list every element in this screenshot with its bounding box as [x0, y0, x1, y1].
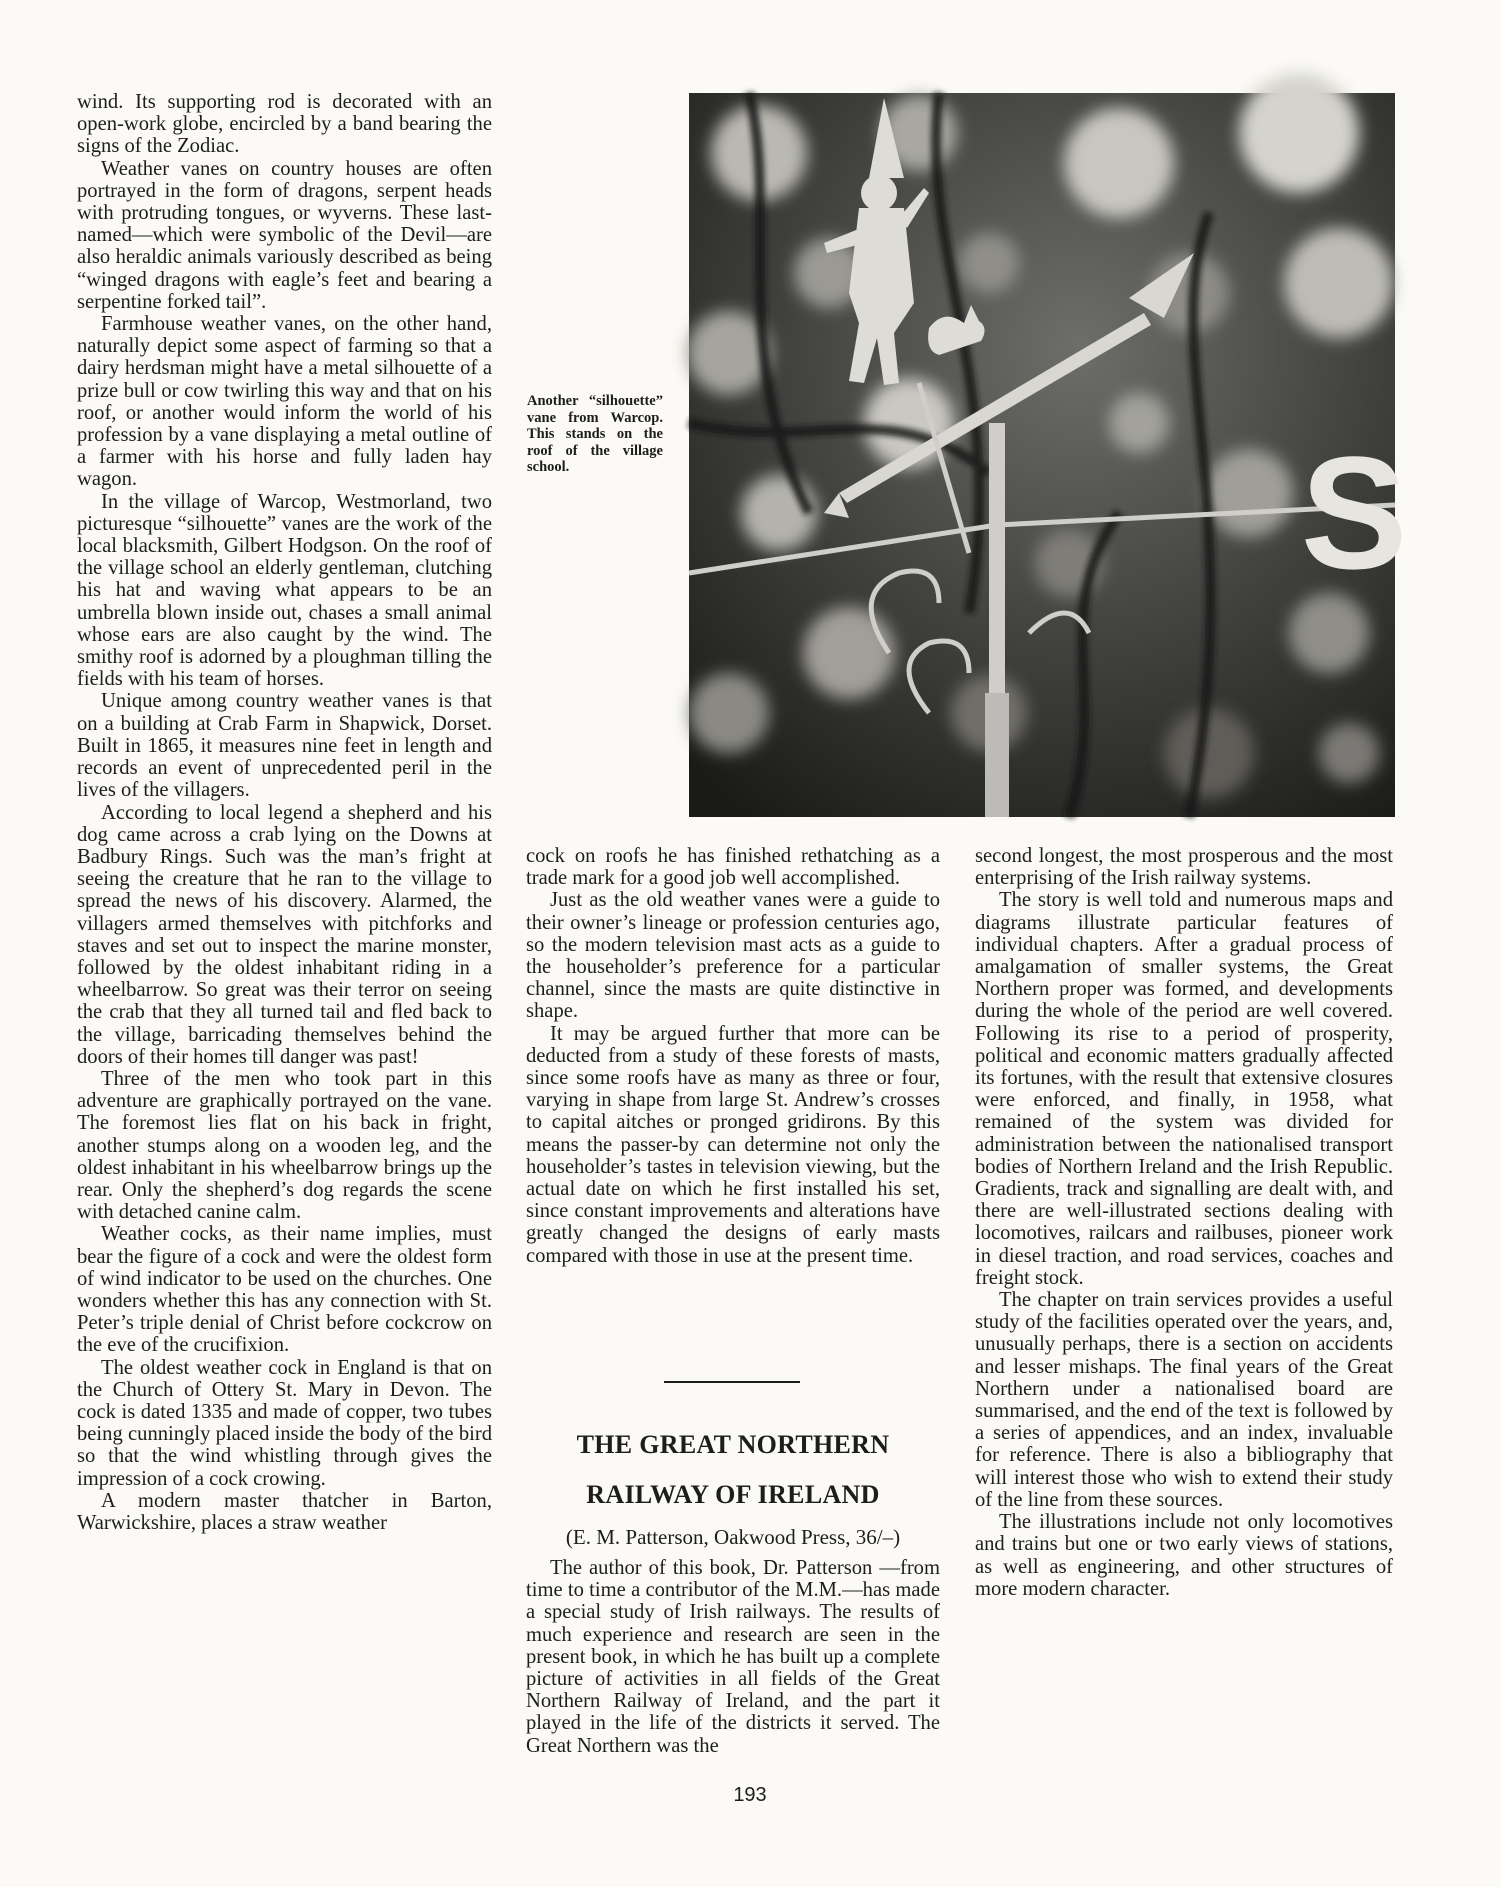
paragraph: second longest, the most prosperous and the most enterprising of the Irish railway systems.	[975, 845, 1393, 890]
photo-caption: Another “silhouette” vane from Warcop. This stands on the roof of the village school.	[527, 393, 663, 476]
review-subtitle: (E. M. Patterson, Oakwood Press, 36/–)	[565, 1525, 901, 1549]
paragraph: Farmhouse weather vanes, on the other hand, naturally depict some aspect of farming so that a dairy herdsman might have a metal silhouette of a prize bull or cow twirling this way and that on his roof, or another would inform the world of his profession by a vane displaying a metal outline of a farmer with his horse and fully laden hay wagon.	[77, 313, 492, 491]
section-divider	[664, 1381, 800, 1383]
review-title-line: RAILWAY OF IRELAND	[586, 1480, 880, 1509]
paragraph: In the village of Warcop, Westmorland, two picturesque “silhouette” vanes are the work of the local blacksmith, Gilbert Hodgson. On the roof of the village school an elderly gentleman, clutching his hat and waving what appears to be an umbrella blown inside out, chases a small animal whose ears are also caught by the wind. The smithy roof is adorned by a ploughman tilling the fields with his team of horses.	[77, 490, 492, 691]
paragraph: The illustrations include not only locomotives and trains but one or two early views of stations, as well as engineering, and other structures of more modern character.	[975, 1511, 1393, 1600]
page-number: 193	[733, 1784, 767, 1806]
paragraph: It may be argued further that more can be deducted from a study of these forests of masts, since some roofs have as many as three or four, varying in shape from large St. Andrew’s crosses to capital aitches or pronged gridirons. By this means the passer-by can determine not only the householder’s tastes in television viewing, but the actual date on which he first installed his set, since constant improvements and alterations have greatly changed the designs of early masts compared with those in use at the present time.	[526, 1022, 940, 1267]
review-title	[526, 1420, 940, 1520]
paragraph: Just as the old weather vanes were a guide to their owner’s lineage or profession centuries ago, so the modern television mast acts as a guide to the householder’s preference for a particular channel, since the masts are quite distinctive in shape.	[526, 889, 940, 1023]
paragraph: Unique among country weather vanes is that on a building at Crab Farm in Shapwick, Dorset. Built in 1865, it measures nine feet in length and records an event of unprecedented peril in the lives of the villagers.	[77, 690, 492, 802]
compass-letter-s: S	[1300, 423, 1408, 602]
paragraph: The author of this book, Dr. Patterson —from time to time a contributor of the M.M.—has made a special study of Irish railways. The results of much experience and research are seen in the present book, in which he has built up a complete picture of activities in all fields of the Great Northern Railway of Ireland, and the part it played in the life of the districts it served. The Great Northern was the	[526, 1557, 940, 1757]
paragraph: The chapter on train services provides a useful study of the facilities operated over the years, and, unusually perhaps, there is a section on accidents and lesser mishaps. The final years of the Great Northern under a nationalised board are summarised, and the end of the text is followed by a series of appendices, and an index, invaluable for reference. There is also a bibliography that will interest those who wish to extend their study of the line from these sources.	[975, 1289, 1393, 1511]
paragraph: Three of the men who took part in this adventure are graphically portrayed on the vane. The foremost lies flat on his back in fright, another stumps along on a wooden leg, and the oldest inhabitant in his wheelbarrow brings up the rear. Only the shepherd’s dog regards the scene with detached canine calm.	[77, 1067, 492, 1224]
paragraph: Weather vanes on country houses are often portrayed in the form of dragons, serpent heads with protruding tongues, or wyverns. These last-named—which were symbolic of the Devil—are also heraldic animals variously described as being “winged dragons with eagle’s feet and bearing a serpentine forked tail”.	[77, 157, 492, 313]
paragraph: According to local legend a shepherd and his dog came across a crab lying on the Downs at Badbury Rings. Such was the man’s fright at seeing the creature that he ran to the village to spread the news of his discovery. Alarmed, the villagers armed themselves with pitchforks and staves and set out to inspect the marine monster, followed by the oldest inhabitant riding in a wheelbarrow. So great was their terror on seeing the crab that they all turned tail and fled back to the village, barricading themselves behind the doors of their homes till danger was past!	[77, 801, 492, 1068]
weather-vane-photo	[689, 93, 1408, 817]
paragraph: The oldest weather cock in England is that on the Church of Ottery St. Mary in Devon. The cock is dated 1335 and made of copper, two tubes being cunningly placed inside the body of the bird so that the wind whistling through gives the impression of a cock crowing.	[77, 1356, 492, 1490]
paragraph: The story is well told and numerous maps and diagrams illustrate particular features of individual chapters. After a gradual process of amalgamation of smaller systems, the Great Northern proper was formed, and developments during the whole of the period are well covered. Following its rise to a period of prosperity, political and economic matters gradually affected its fortunes, with the result that extensive closures were enforced, and finally, in 1958, what remained of the system was divided for administration between the nationalised transport bodies of Northern Ireland and the Irish Republic. Gradients, track and signalling are dealt with, and there are well-illustrated sections dealing with locomotives, railcars and railbuses, pioneer work in diesel traction, and road services, coaches and freight stock.	[975, 889, 1393, 1289]
article-left-column	[77, 91, 492, 1534]
review-body-right	[975, 845, 1393, 1600]
article-middle-column	[526, 845, 940, 1267]
review-body-middle	[526, 1557, 940, 1757]
review-title-line: THE GREAT NORTHERN	[576, 1430, 890, 1459]
paragraph: Weather cocks, as their name implies, must bear the figure of a cock and were the oldest form of wind indicator to be used on the churches. One wonders whether this has any connection with St. Peter’s triple denial of Christ before cockcrow on the eve of the crucifixion.	[77, 1223, 492, 1357]
paragraph: A modern master thatcher in Barton, Warwickshire, places a straw weather	[77, 1489, 492, 1534]
paragraph: cock on roofs he has finished rethatching as a trade mark for a good job well accomplished.	[526, 845, 940, 890]
paragraph: wind. Its supporting rod is decorated with an open-work globe, encircled by a band bearing the signs of the Zodiac.	[77, 91, 492, 158]
